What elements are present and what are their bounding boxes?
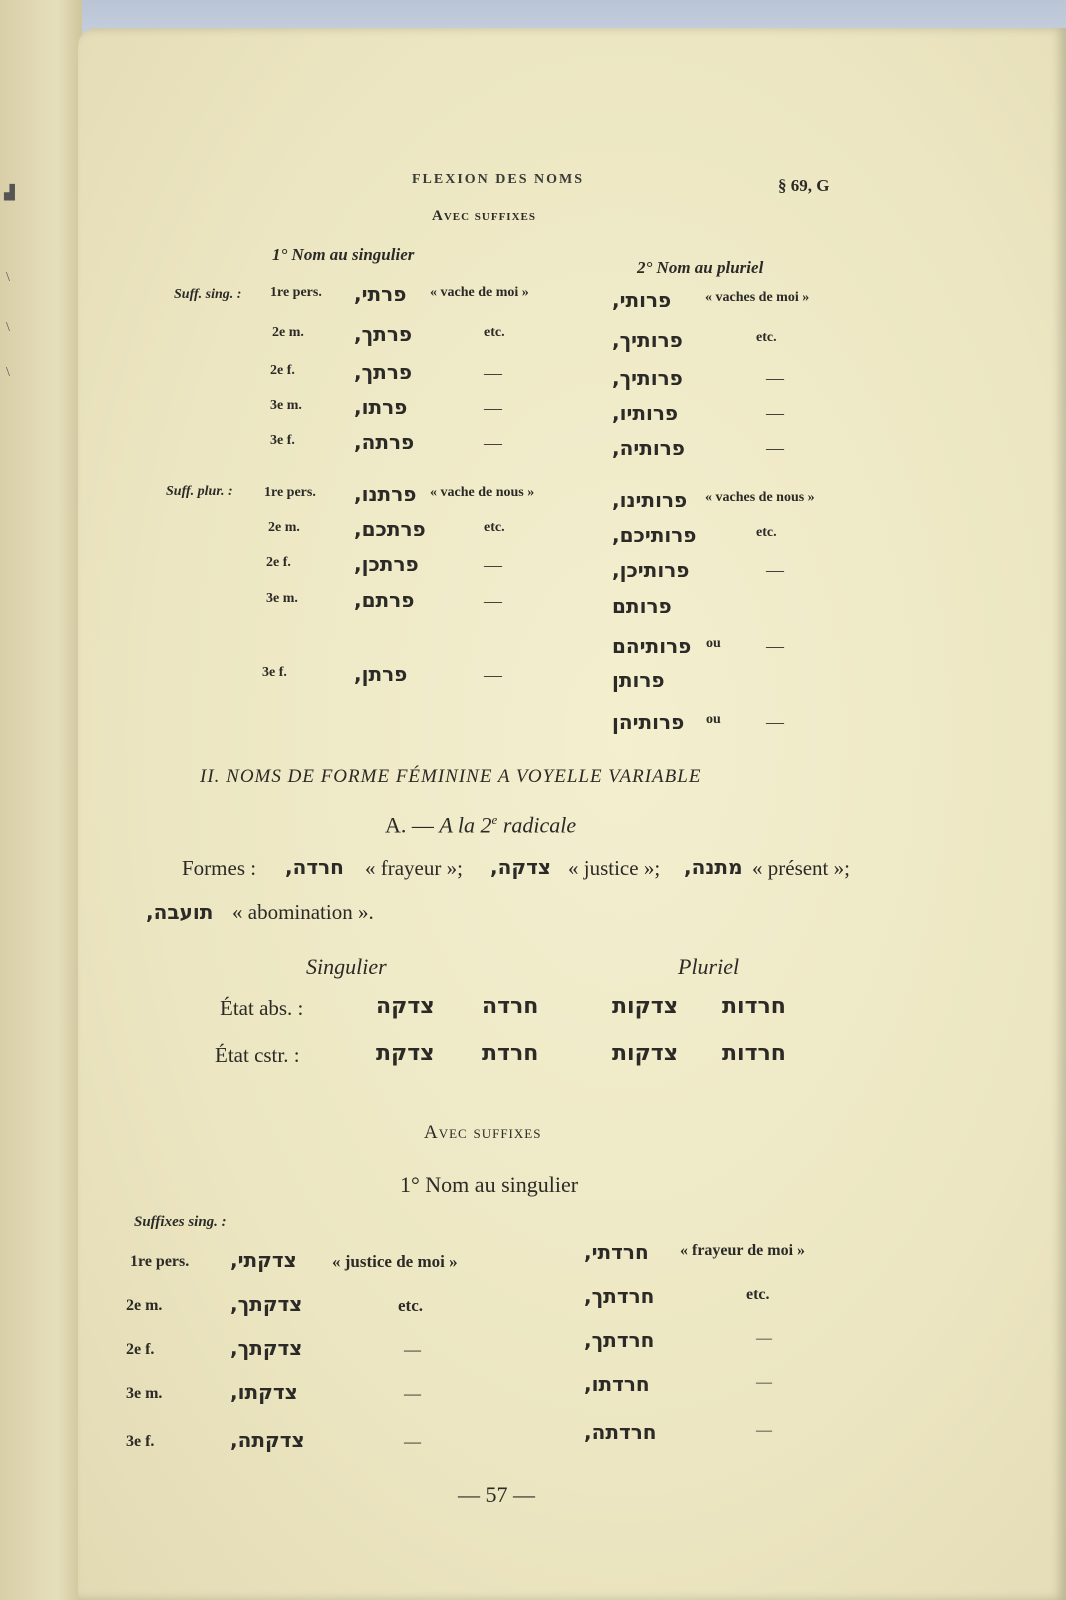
- singular-gloss: —: [484, 591, 502, 611]
- gutter-mark: \: [6, 320, 10, 335]
- suffixes-sing-label: Suffixes sing. :: [134, 1214, 227, 1230]
- suffixed-form: חרדתך,: [584, 1328, 655, 1352]
- plural-form: פרותיהם: [612, 634, 692, 658]
- singular-gloss: etc.: [484, 325, 505, 340]
- subtitle-text: A la 2: [439, 812, 492, 838]
- suffixed-gloss: —: [404, 1384, 421, 1403]
- running-title: FLEXION DES NOMS: [412, 172, 585, 187]
- suffixed-form: חרדתה,: [584, 1420, 657, 1444]
- state-label: État abs. :: [220, 996, 304, 1020]
- suffixed-form: חרדתי,: [584, 1240, 649, 1264]
- singular-gloss: —: [484, 398, 502, 418]
- person-label: 3e f.: [262, 665, 287, 680]
- plural-form: פרותיך,: [612, 328, 683, 352]
- suffixed-gloss: « frayeur de moi »: [680, 1242, 806, 1259]
- singular-form: פרתי,: [354, 282, 407, 306]
- state-form: צדקות: [612, 994, 679, 1019]
- suffixed-gloss: etc.: [746, 1286, 770, 1303]
- plural-gloss: —: [766, 438, 784, 458]
- form-hebrew: צדקה,: [490, 855, 551, 879]
- singular-gloss: —: [484, 363, 502, 383]
- singular-form: פרתו,: [354, 395, 408, 419]
- plural-form: פרותיך,: [612, 366, 683, 390]
- person-label: 2e f.: [266, 555, 291, 570]
- suffixed-form: חרדתך,: [584, 1284, 655, 1308]
- state-form: צדקות: [612, 1041, 679, 1066]
- suffixed-form: צדקתך,: [230, 1292, 303, 1316]
- form-gloss: « frayeur »;: [365, 856, 463, 880]
- section2-subtitle: [385, 812, 576, 838]
- plural-gloss: —: [766, 636, 784, 656]
- section2-title: II. NOMS DE FORME FÉMININE A VOYELLE VARIABLE: [200, 766, 702, 787]
- person-label: 1re pers.: [130, 1253, 190, 1270]
- gutter-mark: ▟: [4, 186, 15, 201]
- suff-sing-label: Suff. sing. :: [174, 287, 242, 302]
- singular-form: פרתכם,: [354, 517, 426, 541]
- person-label: 3e f.: [126, 1433, 155, 1450]
- person-label: 2e f.: [270, 363, 295, 378]
- form-hebrew: מתנה,: [684, 855, 743, 879]
- plural-form: פרותיכן,: [612, 558, 690, 582]
- section3-heading: 1° Nom au singulier: [400, 1172, 579, 1197]
- singular-gloss: « vache de moi »: [430, 285, 529, 300]
- subtitle-letter: A. —: [385, 812, 440, 838]
- singular-gloss: « vache de nous »: [430, 485, 535, 500]
- plural-gloss: —: [766, 368, 784, 388]
- form-gloss: « présent »;: [752, 856, 850, 880]
- suffixed-form: צדקתי,: [230, 1248, 297, 1272]
- person-label: 3e m.: [126, 1385, 163, 1402]
- subtitle-radicale: radicale: [497, 812, 577, 838]
- form-gloss: « justice »;: [568, 856, 661, 880]
- person-label: 2e f.: [126, 1341, 155, 1358]
- section3-title: Avec suffixes: [424, 1122, 542, 1143]
- suffixed-gloss: —: [756, 1374, 772, 1391]
- singular-form: פרתנו,: [354, 482, 417, 506]
- state-label: État cstr. :: [215, 1043, 300, 1067]
- page-number: — 57 —: [458, 1482, 535, 1507]
- state-form: צדקת: [376, 1041, 435, 1066]
- plural-form: פרותי,: [612, 288, 672, 312]
- person-label: 2e m.: [272, 325, 304, 340]
- suffixed-form: צדקתה,: [230, 1428, 305, 1452]
- singular-form: פרתם,: [354, 588, 415, 612]
- singular-form: פרתה,: [354, 430, 415, 454]
- subtitle-sup: e: [491, 812, 498, 827]
- plural-gloss: —: [766, 560, 784, 580]
- person-label: 3e m.: [266, 591, 298, 606]
- person-label: 1re pers.: [270, 285, 322, 300]
- singular-gloss: —: [484, 433, 502, 453]
- section-number: § 69, G: [778, 176, 830, 195]
- person-label: 2e m.: [126, 1297, 163, 1314]
- suffixed-gloss: « justice de moi »: [332, 1252, 458, 1271]
- pluriel-heading: Pluriel: [678, 954, 740, 979]
- suff-plur-label: Suff. plur. :: [166, 484, 233, 499]
- section1-title: Avec suffixes: [432, 208, 536, 224]
- singular-form: פרתכן,: [354, 552, 419, 576]
- singular-gloss: etc.: [484, 520, 505, 535]
- person-label: 2e m.: [268, 520, 300, 535]
- form-gloss: « abomination ».: [232, 900, 374, 924]
- suffixed-gloss: etc.: [398, 1296, 424, 1315]
- singular-form: פרתך,: [354, 322, 413, 346]
- singular-form: פרתן,: [354, 662, 408, 686]
- singular-gloss: —: [484, 665, 502, 685]
- plural-form: פרותם: [612, 594, 672, 618]
- ou-label: ou: [706, 636, 721, 651]
- gutter-mark: \: [6, 365, 10, 380]
- suffixed-form: חרדתו,: [584, 1372, 650, 1396]
- col2-heading: 2° Nom au pluriel: [637, 258, 764, 277]
- suffixed-form: צדקתו,: [230, 1380, 298, 1404]
- gutter-mark: \: [6, 270, 10, 285]
- suffixed-gloss: —: [756, 1422, 772, 1439]
- state-form: צדקה: [376, 994, 435, 1019]
- plural-gloss: « vaches de nous »: [705, 490, 815, 505]
- suffixed-gloss: —: [756, 1330, 772, 1347]
- col1-heading: 1° Nom au singulier: [272, 245, 415, 264]
- form-hebrew: תועבה,: [146, 900, 214, 924]
- person-label: 3e m.: [270, 398, 302, 413]
- singulier-heading: Singulier: [306, 954, 387, 979]
- suffixed-gloss: —: [404, 1432, 421, 1451]
- state-form: חרדה: [482, 994, 539, 1019]
- state-form: חרדות: [722, 994, 786, 1019]
- suffixed-form: צדקתך,: [230, 1336, 303, 1360]
- singular-gloss: —: [484, 555, 502, 575]
- plural-form: פרותיכם,: [612, 523, 697, 547]
- plural-gloss: —: [766, 403, 784, 423]
- plural-gloss: —: [766, 712, 784, 732]
- plural-form: פרותיהן: [612, 710, 685, 734]
- state-form: חרדת: [482, 1041, 539, 1066]
- plural-form: פרותיה,: [612, 436, 685, 460]
- person-label: 3e f.: [270, 433, 295, 448]
- plural-form: פרותינו,: [612, 488, 688, 512]
- plural-form: פרותיו,: [612, 401, 679, 425]
- state-form: חרדות: [722, 1041, 786, 1066]
- facing-page-edge: [0, 0, 82, 1600]
- plural-form: פרותן: [612, 668, 665, 692]
- form-hebrew: חרדה,: [285, 855, 344, 879]
- suffixed-gloss: —: [404, 1340, 421, 1359]
- plural-gloss: etc.: [756, 330, 777, 345]
- singular-form: פרתך,: [354, 360, 413, 384]
- ou-label: ou: [706, 712, 721, 727]
- plural-gloss: « vaches de moi »: [705, 290, 810, 305]
- plural-gloss: etc.: [756, 525, 777, 540]
- person-label: 1re pers.: [264, 485, 316, 500]
- formes-label: Formes :: [182, 856, 257, 880]
